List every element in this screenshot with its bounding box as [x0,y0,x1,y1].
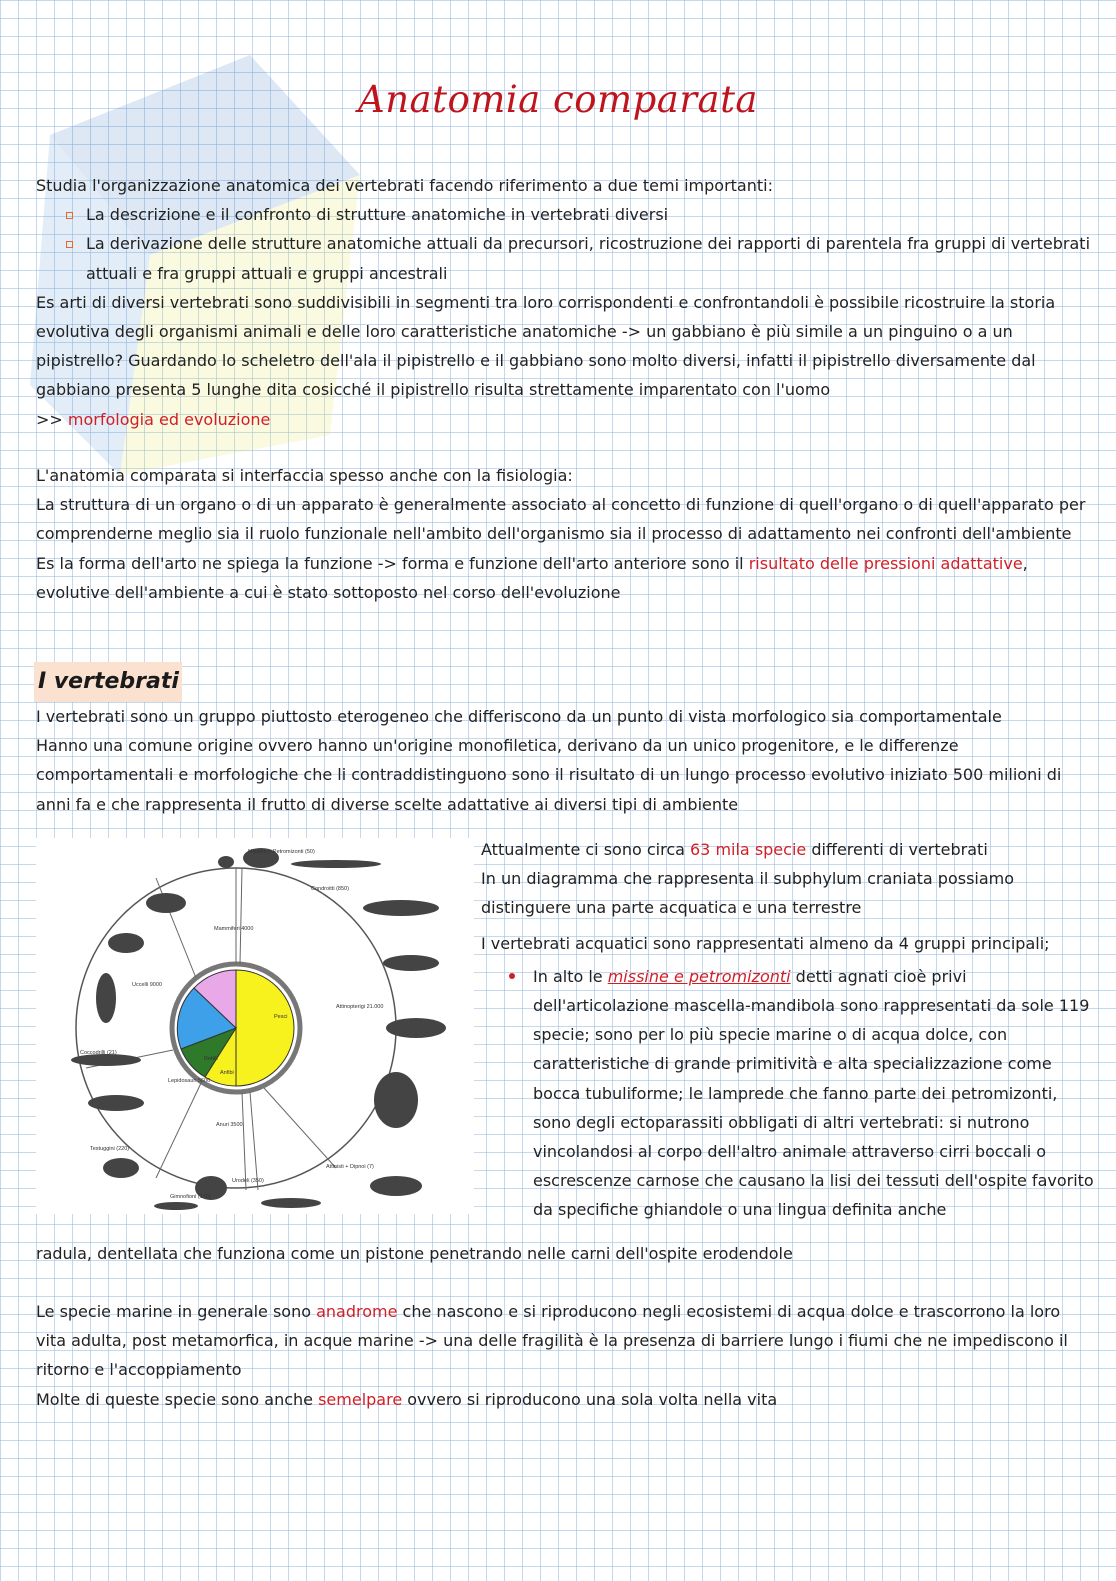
label-attinisti: Attinisti + Dipnoi (7) [326,1164,374,1170]
aquatic-bullet-list [481,962,1096,1225]
right-column [481,835,1096,1225]
bullet-text-start: In alto le [533,966,608,986]
diagram-description: In un diagramma che rappresenta il subphylum craniata possiamo distinguere una parte acquatica e una terrestre [481,869,1015,918]
marine-text: Le specie marine in generale sono [36,1302,317,1321]
intro-lead: Studia l'organizzazione anatomica dei vertebrati facendo riferimento a due temi importanti: [36,176,773,195]
intro-example: Es arti di diversi vertebrati sono suddivisibili in segmenti tra loro corrispondenti e confrontandoli è possibile ricostruire la storia evolutiva degli organismi animali e delle loro caratteristiche anatomiche -> un gabbiano è più simile a un pinguino o a un pipistrello? Guardando lo scheletro dell'ala il pipistrello e il gabbiano sono molto diversi, infatti il pipistrello diversamente dal gabbiano presenta 5 lunghe dita cosicché il pipistrello risulta strettamente imparentato con l'uomo [36,292,1056,400]
lizard-icon [88,1095,144,1111]
physiology-example [36,549,1091,607]
semelpare-text: Molte di queste specie sono anche [36,1389,319,1409]
coelacanth-icon [370,1176,422,1196]
eel-icon [291,860,381,868]
flying-bird-icon [146,893,186,913]
salmon-icon [383,955,439,971]
highlight-semelpare: semelpare [318,1389,403,1409]
physiology-example-tail: , evolutive dell'ambiente a cui è stato sottoposto nel corso dell'evoluzione [36,553,1028,602]
highlight-pressioni: risultato delle pressioni adattative [748,553,1023,573]
label-uccelli: Uccelli 9000 [132,982,162,988]
list-item: La derivazione delle strutture anatomiche attuali da precursori, ricostruzione dei rapporti di parentela fra gruppi di vertebrati attuali e fra gruppi attuali e gruppi ancestrali [86,229,1091,287]
aquatic-groups-line: I vertebrati acquatici sono rappresentati almeno da 4 gruppi principali; [481,933,1050,953]
physiology-line-2: La struttura di un organo o di un apparato è generalmente associato al concetto di funzione di quell'organo o di quell'apparato per comprenderne meglio sia il ruolo funzionale nell'ambito dell'organismo sia il processo di adattamento nei confronti dell'ambiente [36,495,1086,544]
label-anuri: Anuri 3500 [216,1122,243,1128]
morfologia-link[interactable]: morfologia ed evoluzione [67,409,271,429]
bullet-text-tail: detti agnati cioè privi dell'articolazione mascella-mandibola sono rappresentati da sole 119 specie; sono per lo più specie marine o di acqua dolce, con caratteristiche di grande primitività e alta specializzazione come bocca tubuliforme; le lamprede che fanno parte dei petromizonti, sono degli ectoparassiti obbligati di altri vertebrati: si nutrono vincolandosi al corpo dell'altro animale attraverso cirri boccali o escrescenze carnose che causano la lisi dei tessuti dell'ospite favorito da specifiche ghiandole o una lingua definita anche [533,966,1094,1220]
physiology-line-1: L'anatomia comparata si interfaccia spesso anche con la fisiologia: [36,466,573,485]
caecilian-icon [154,1202,198,1210]
shark-icon [363,900,439,916]
vertebrati-para-1: I vertebrati sono un gruppo piuttosto eterogeneo che differiscono da un punto di vista morfologico sia comportamentale [36,707,1002,726]
marine-text-tail: che nascono e si riproducono negli ecosistemi di acqua dolce e trascorrono la loro vita adulta, post metamorfica, in acque marine -> una delle fragilità è la presenza di barriere lungo i fiumi che ne impediscono il ritorno e l'accoppiamento [36,1302,1068,1380]
label-pesci: Pesci [274,1014,288,1020]
label-attinopterigi: Attinopterigi 21.000 [336,1004,384,1010]
list-item [533,962,1096,1225]
mammal-icon [218,856,234,868]
craniata-diagram-svg [36,838,474,1214]
link-prefix: >> [36,409,68,429]
marine-section [36,1297,1091,1414]
species-count-text: Attualmente ci sono circa [481,840,690,859]
label-gimnofioni: Gimnofioni (170) [170,1194,211,1200]
page-title: Anatomia comparata [358,78,758,121]
tuna-icon [386,1018,446,1038]
vertebrati-para-2: Hanno una comune origine ovvero hanno un'origine monofiletica, derivano da un unico progenitore, e le differenze comportamentali e morfologiche che li contraddistinguono sono il risultato di un lungo processo evolutivo iniziato 500 milioni di anni fa e che rappresenta il frutto di diverse scelte adattative ai diversi tipi di ambiente [36,736,1062,814]
label-coccodrilli: Coccodrilli (21) [80,1050,117,1056]
label-condroitti: Condroitti (850) [311,886,349,892]
list-item: La descrizione e il confronto di strutture anatomiche in vertebrati diversi [86,200,1091,229]
turtle-icon [103,1158,139,1178]
salamander-icon [261,1198,321,1208]
radula-continuation: radula, dentellata che funziona come un pistone penetrando nelle carni dell'ospite erodendole [36,1244,793,1263]
label-rettili: Rettili [204,1056,218,1062]
section-heading-vertebrati: I vertebrati [34,662,182,702]
species-count-tail: differenti di vertebrati [806,840,988,859]
label-testuggini: Testuggini (220) [90,1146,130,1152]
label-mammiferi: Mammiferi 4000 [214,926,254,932]
vertebrati-section [36,702,1091,819]
bird-icon [108,933,144,953]
highlight-missine: missine e petromizonti [607,966,791,986]
highlight-63-mila: 63 mila specie [690,840,807,859]
physiology-section [36,461,1091,607]
physiology-example-text: Es la forma dell'arto ne spiega la funzione -> forma e funzione dell'arto anteriore sono il [36,553,749,573]
marine-para-2 [36,1385,1091,1414]
intro-section [36,171,1091,434]
sunfish-icon [374,1072,418,1128]
craniata-diagram [36,838,474,1214]
label-missine: Missine + Petromizonti (50) [248,849,315,855]
label-lepidosauri: Lepidosauri 5600 [168,1078,211,1084]
intro-bullet-list [36,200,1091,288]
label-anfibi: Anfibi [220,1070,234,1076]
species-count-line [481,835,1096,864]
semelpare-text-tail: ovvero si riproducono una sola volta nella vita [402,1389,778,1409]
link-line [36,405,1091,434]
marine-para-1 [36,1297,1091,1385]
label-urodeli: Urodeli (350) [232,1178,264,1184]
highlight-anadrome: anadrome [316,1302,398,1321]
ostrich-icon [96,973,116,1023]
